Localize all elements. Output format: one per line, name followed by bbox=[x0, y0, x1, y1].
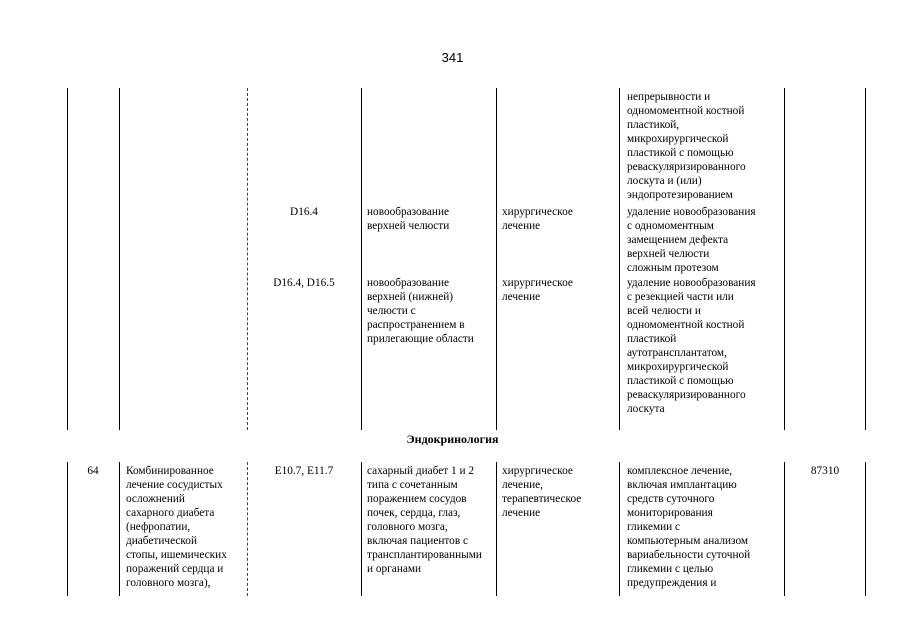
column-border bbox=[865, 462, 866, 596]
column-border bbox=[361, 462, 362, 596]
column-border bbox=[619, 462, 620, 596]
icd-codes: E10.7, E11.7 bbox=[274, 465, 334, 477]
column-border bbox=[119, 88, 120, 430]
row-number: 64 bbox=[87, 465, 99, 477]
column-border bbox=[67, 88, 68, 430]
column-border bbox=[361, 88, 362, 430]
column-border bbox=[784, 88, 785, 430]
treatment-type: хирургическое лечение, терапевтическое лечение bbox=[502, 465, 582, 519]
column-border bbox=[784, 462, 785, 596]
icd-codes: D16.4, D16.5 bbox=[273, 277, 335, 289]
column-border bbox=[247, 462, 248, 596]
section-title: Эндокринология bbox=[406, 432, 499, 446]
column-border bbox=[247, 88, 248, 430]
cost-value: 87310 bbox=[810, 465, 840, 477]
care-type-name: Комбинированное лечение сосудистых осложнений сахарного диабета (нефропатии, диабетической стопы, ишемических поражений сердца и головного мозга), bbox=[126, 465, 227, 589]
patient-model: новообразование верхней челюсти bbox=[367, 206, 450, 232]
treatment-method: удаление новообразования с резекцией части или всей челюсти и одномоментной костной пластикой аутотрансплантатом, микрохирургической пластикой с помощью реваскуляризированного лоскута bbox=[627, 277, 756, 415]
column-border bbox=[119, 462, 120, 596]
icd-codes: D16.4 bbox=[290, 206, 318, 218]
treatment-method: удаление новообразования с одномоментным замещением дефекта верхней челюсти сложным протезом bbox=[627, 206, 756, 274]
treatment-method: комплексное лечение, включая имплантацию средств суточного мониторирования гликемии с компьютерным анализом вариабельности суточной гликемии с целью предупреждения и bbox=[627, 465, 751, 589]
patient-model: новообразование верхней (нижней) челюсти с распространением в прилегающие области bbox=[367, 277, 474, 345]
method-continuation: непрерывности и одномоментной костной пластикой, микрохирургической пластикой с помощью реваскуляризированного лоскута и (или) эндопротезированием bbox=[627, 91, 746, 201]
column-border bbox=[865, 88, 866, 430]
treatment-type: хирургическое лечение bbox=[502, 277, 573, 303]
patient-model: сахарный диабет 1 и 2 типа с сочетанным поражением сосудов почек, сердца, глаз, головного мозга, включая пациентов с трансплантированными и органами bbox=[367, 465, 482, 575]
column-border bbox=[496, 88, 497, 430]
column-border bbox=[67, 462, 68, 596]
column-border bbox=[619, 88, 620, 430]
page-number: 341 bbox=[441, 50, 464, 65]
treatment-type: хирургическое лечение bbox=[502, 206, 573, 232]
